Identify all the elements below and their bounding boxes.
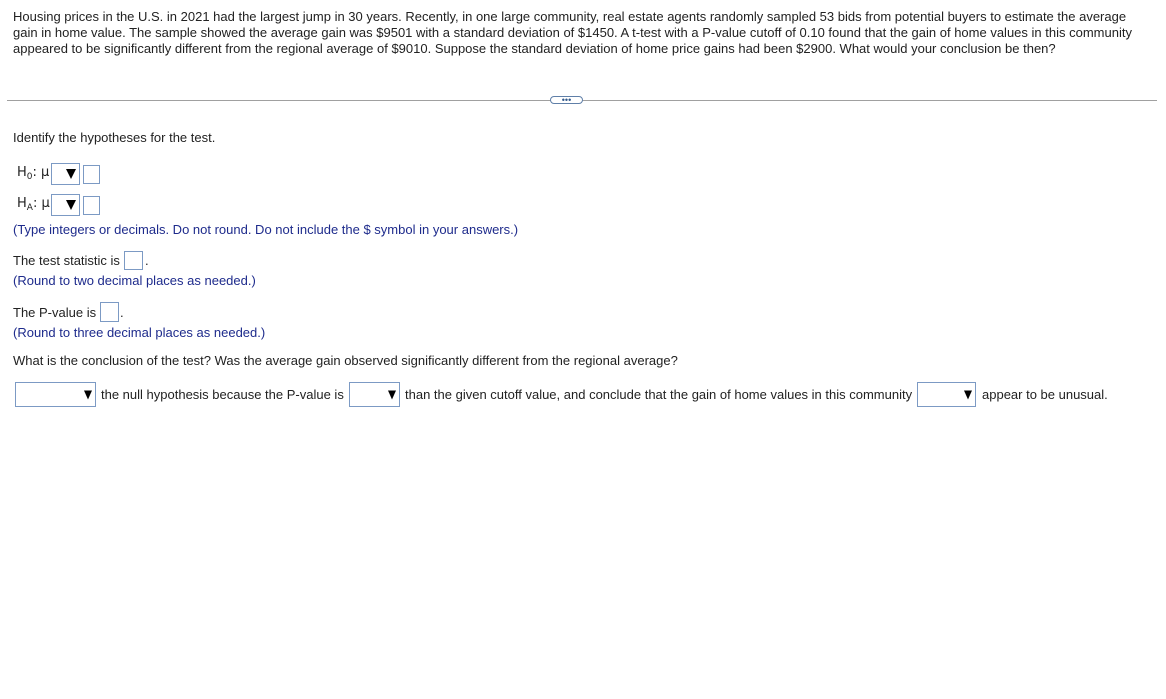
does-appear-dropdown[interactable]: [917, 382, 976, 407]
h0-letter: H: [17, 165, 27, 180]
chevron-down-icon: [964, 390, 972, 399]
chevron-down-icon: [84, 390, 92, 399]
hypotheses-prompt: Identify the hypotheses for the test.: [13, 130, 216, 145]
conclusion-text-1: the null hypothesis because the P-value is: [101, 387, 344, 402]
h0-value-input[interactable]: [83, 165, 100, 184]
conclusion-text-2: than the given cutoff value, and conclude that the gain of home values in this community: [405, 387, 913, 402]
ha-letter: H: [17, 196, 27, 211]
test-statistic-input[interactable]: [124, 251, 143, 270]
pvalue-input[interactable]: [100, 302, 119, 322]
ha-mu-symbol: μ: [41, 196, 50, 211]
test-statistic-period: .: [145, 253, 149, 268]
pvalue-instruction: (Round to three decimal places as needed.): [13, 325, 266, 340]
h0-operator-dropdown[interactable]: [51, 163, 80, 185]
conclusion-text-3: appear to be unusual.: [982, 387, 1108, 402]
ha-label: [17, 196, 50, 213]
reject-decision-dropdown[interactable]: [15, 382, 96, 407]
chevron-down-icon: [66, 200, 76, 210]
ha-value-input[interactable]: [83, 196, 100, 215]
pvalue-period: .: [120, 305, 124, 320]
conclusion-question: What is the conclusion of the test? Was the average gain observed significantly different from the regional average?: [13, 353, 678, 368]
ha-operator-dropdown[interactable]: [51, 194, 80, 216]
more-button[interactable]: •••: [550, 96, 583, 104]
chevron-down-icon: [388, 390, 396, 399]
hypotheses-instruction: (Type integers or decimals. Do not round. Do not include the $ symbol in your answers.): [13, 222, 519, 237]
h0-mu-symbol: μ: [41, 165, 50, 180]
pvalue-label: The P-value is: [13, 305, 97, 320]
comparison-dropdown[interactable]: [349, 382, 400, 407]
h0-label: [17, 165, 49, 182]
h0-colon: :: [32, 165, 37, 180]
test-statistic-instruction: (Round to two decimal places as needed.): [13, 273, 256, 288]
ha-colon: :: [32, 196, 38, 211]
problem-statement: Housing prices in the U.S. in 2021 had the largest jump in 30 years. Recently, in one large community, real estate agents randomly sampled 53 bids from potential buyers to estimate the average gain in home value. The sample showed the average gain was $9501 with a standard deviation of $1450. A t-test with a P-value cutoff of 0.10 found that the gain of home values in this community appeared to be significantly different from the regional average of $9010. Suppose the standard deviation of home price gains had been $2900. What would your conclusion be then?: [13, 9, 1132, 56]
ha-subscript: A: [26, 203, 33, 213]
chevron-down-icon: [66, 169, 76, 179]
h0-subscript: 0: [26, 172, 33, 182]
test-statistic-label: The test statistic is: [13, 253, 120, 268]
